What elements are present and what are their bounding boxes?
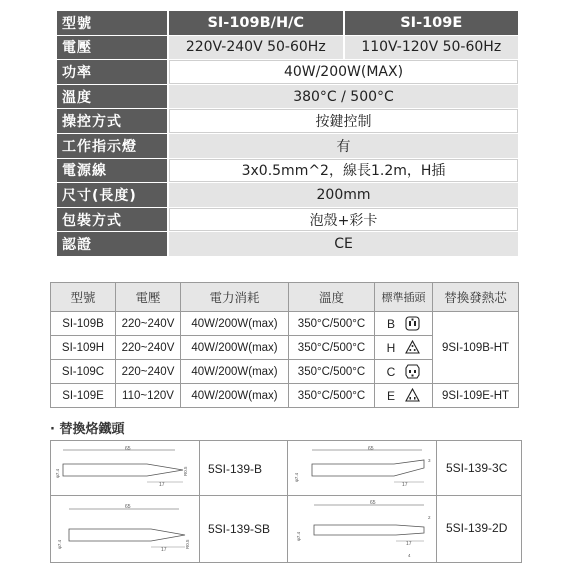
cell-power: 40W/200W(max) xyxy=(181,336,289,360)
col-header: 替換發熱芯 xyxy=(433,283,519,312)
spec-label: 尺寸(長度) xyxy=(57,183,167,207)
dim-17: 17 xyxy=(161,547,167,553)
dim-3: 3 xyxy=(428,458,431,463)
tip-model: 5SI-139-2D xyxy=(446,521,508,535)
spec-value: 有 xyxy=(169,134,518,158)
tip-b-drawing xyxy=(55,444,197,492)
dim-dia: φ7.4 xyxy=(294,472,299,482)
cell-temp: 350°C/500°C xyxy=(289,384,375,408)
spec-value: 按鍵控制 xyxy=(169,109,518,133)
spec-value: 380°C / 500°C xyxy=(169,85,518,109)
cell-power: 40W/200W(max) xyxy=(181,312,289,336)
cell-heater: 9SI-109E-HT xyxy=(433,384,519,408)
spec-row xyxy=(57,159,518,183)
spec-label: 工作指示燈 xyxy=(57,134,167,158)
cell-plug xyxy=(375,312,433,336)
tip-3c-drawing xyxy=(290,444,434,492)
plug-h-icon xyxy=(405,340,420,355)
plug-c-icon xyxy=(405,364,420,379)
dim-4: 4 xyxy=(408,553,411,558)
divider xyxy=(436,441,437,562)
divider xyxy=(199,441,200,562)
spec-label: 電壓 xyxy=(57,36,167,60)
cell-voltage: 220~240V xyxy=(116,312,181,336)
spec-label: 操控方式 xyxy=(57,109,167,133)
cell-model: SI-109B xyxy=(51,312,116,336)
spec-row-voltage xyxy=(57,36,518,60)
dim-65: 65 xyxy=(125,446,131,452)
cell-power: 40W/200W(max) xyxy=(181,384,289,408)
model-table xyxy=(50,282,519,408)
tips-grid xyxy=(50,440,522,563)
model-table-header xyxy=(51,283,519,312)
plug-letter: E xyxy=(386,388,395,403)
cell-model: SI-109E xyxy=(51,384,116,408)
tips-title: · 替換烙鐵頭 xyxy=(50,422,125,437)
dim-65: 65 xyxy=(370,500,376,506)
plug-e-icon xyxy=(405,388,420,403)
cell-model: SI-109H xyxy=(51,336,116,360)
spec-row xyxy=(57,232,518,256)
dim-65: 65 xyxy=(125,504,131,510)
divider xyxy=(287,441,288,562)
plug-letter: B xyxy=(386,316,395,331)
spec-row xyxy=(57,208,518,232)
dim-17: 17 xyxy=(406,541,412,547)
cell-power: 40W/200W(max) xyxy=(181,360,289,384)
spec-value: 3x0.5mm^2，線長1.2m，H插 xyxy=(169,159,518,183)
col-header: 電壓 xyxy=(116,283,181,312)
voltage-col-1: 220V-240V 50-60Hz xyxy=(169,36,343,60)
dim-r: R0.5 xyxy=(183,466,188,476)
tip-model: 5SI-139-B xyxy=(208,462,263,476)
col-header: 電力消耗 xyxy=(181,283,289,312)
spec-value: 40W/200W(MAX) xyxy=(169,60,518,84)
spec-row xyxy=(57,183,518,207)
spec-value: CE xyxy=(169,232,518,256)
spec-row xyxy=(57,85,518,109)
spec-row xyxy=(57,60,518,84)
col-header: 型號 xyxy=(51,283,116,312)
cell-plug xyxy=(375,336,433,360)
dim-r: R0.5 xyxy=(185,539,190,549)
spec-label: 認證 xyxy=(57,232,167,256)
dim-2: 2 xyxy=(428,515,431,520)
cell-heater: 9SI-109B-HT xyxy=(433,312,519,384)
dim-dia: φ7.4 xyxy=(296,531,301,541)
dim-dia: φ7.4 xyxy=(55,468,60,478)
col-header: 標準插頭 xyxy=(375,283,433,312)
tip-model: 5SI-139-3C xyxy=(446,461,508,475)
model-col-1: SI-109B/H/C xyxy=(169,11,343,35)
cell-temp: 350°C/500°C xyxy=(289,336,375,360)
spec-label: 包裝方式 xyxy=(57,208,167,232)
spec-value: 泡殼+彩卡 xyxy=(169,208,518,232)
spec-label: 溫度 xyxy=(57,85,167,109)
dim-65: 65 xyxy=(368,446,374,452)
cell-plug xyxy=(375,384,433,408)
plug-letter: H xyxy=(386,340,396,355)
cell-voltage: 220~240V xyxy=(116,360,181,384)
divider xyxy=(51,495,521,496)
spec-table xyxy=(57,11,518,257)
spec-row xyxy=(57,134,518,158)
tip-sb-drawing xyxy=(55,499,197,559)
spec-header-row xyxy=(57,11,518,35)
model-col-2: SI-109E xyxy=(345,11,519,35)
cell-temp: 350°C/500°C xyxy=(289,312,375,336)
plug-b-icon xyxy=(405,316,420,331)
table-row xyxy=(51,384,519,408)
spec-value: 200mm xyxy=(169,183,518,207)
plug-letter: C xyxy=(386,364,396,379)
spec-label: 電源線 xyxy=(57,159,167,183)
dim-17: 17 xyxy=(402,482,408,488)
col-header: 溫度 xyxy=(289,283,375,312)
cell-temp: 350°C/500°C xyxy=(289,360,375,384)
tip-model: 5SI-139-SB xyxy=(208,522,271,536)
tip-2d-drawing xyxy=(290,499,434,559)
cell-voltage: 220~240V xyxy=(116,336,181,360)
dim-dia: φ7.4 xyxy=(57,539,62,549)
cell-plug xyxy=(375,360,433,384)
dim-17: 17 xyxy=(159,482,165,488)
spec-row xyxy=(57,109,518,133)
spec-label: 功率 xyxy=(57,60,167,84)
voltage-col-2: 110V-120V 50-60Hz xyxy=(345,36,519,60)
cell-model: SI-109C xyxy=(51,360,116,384)
spec-label: 型號 xyxy=(57,11,167,35)
cell-voltage: 110~120V xyxy=(116,384,181,408)
table-row xyxy=(51,312,519,336)
